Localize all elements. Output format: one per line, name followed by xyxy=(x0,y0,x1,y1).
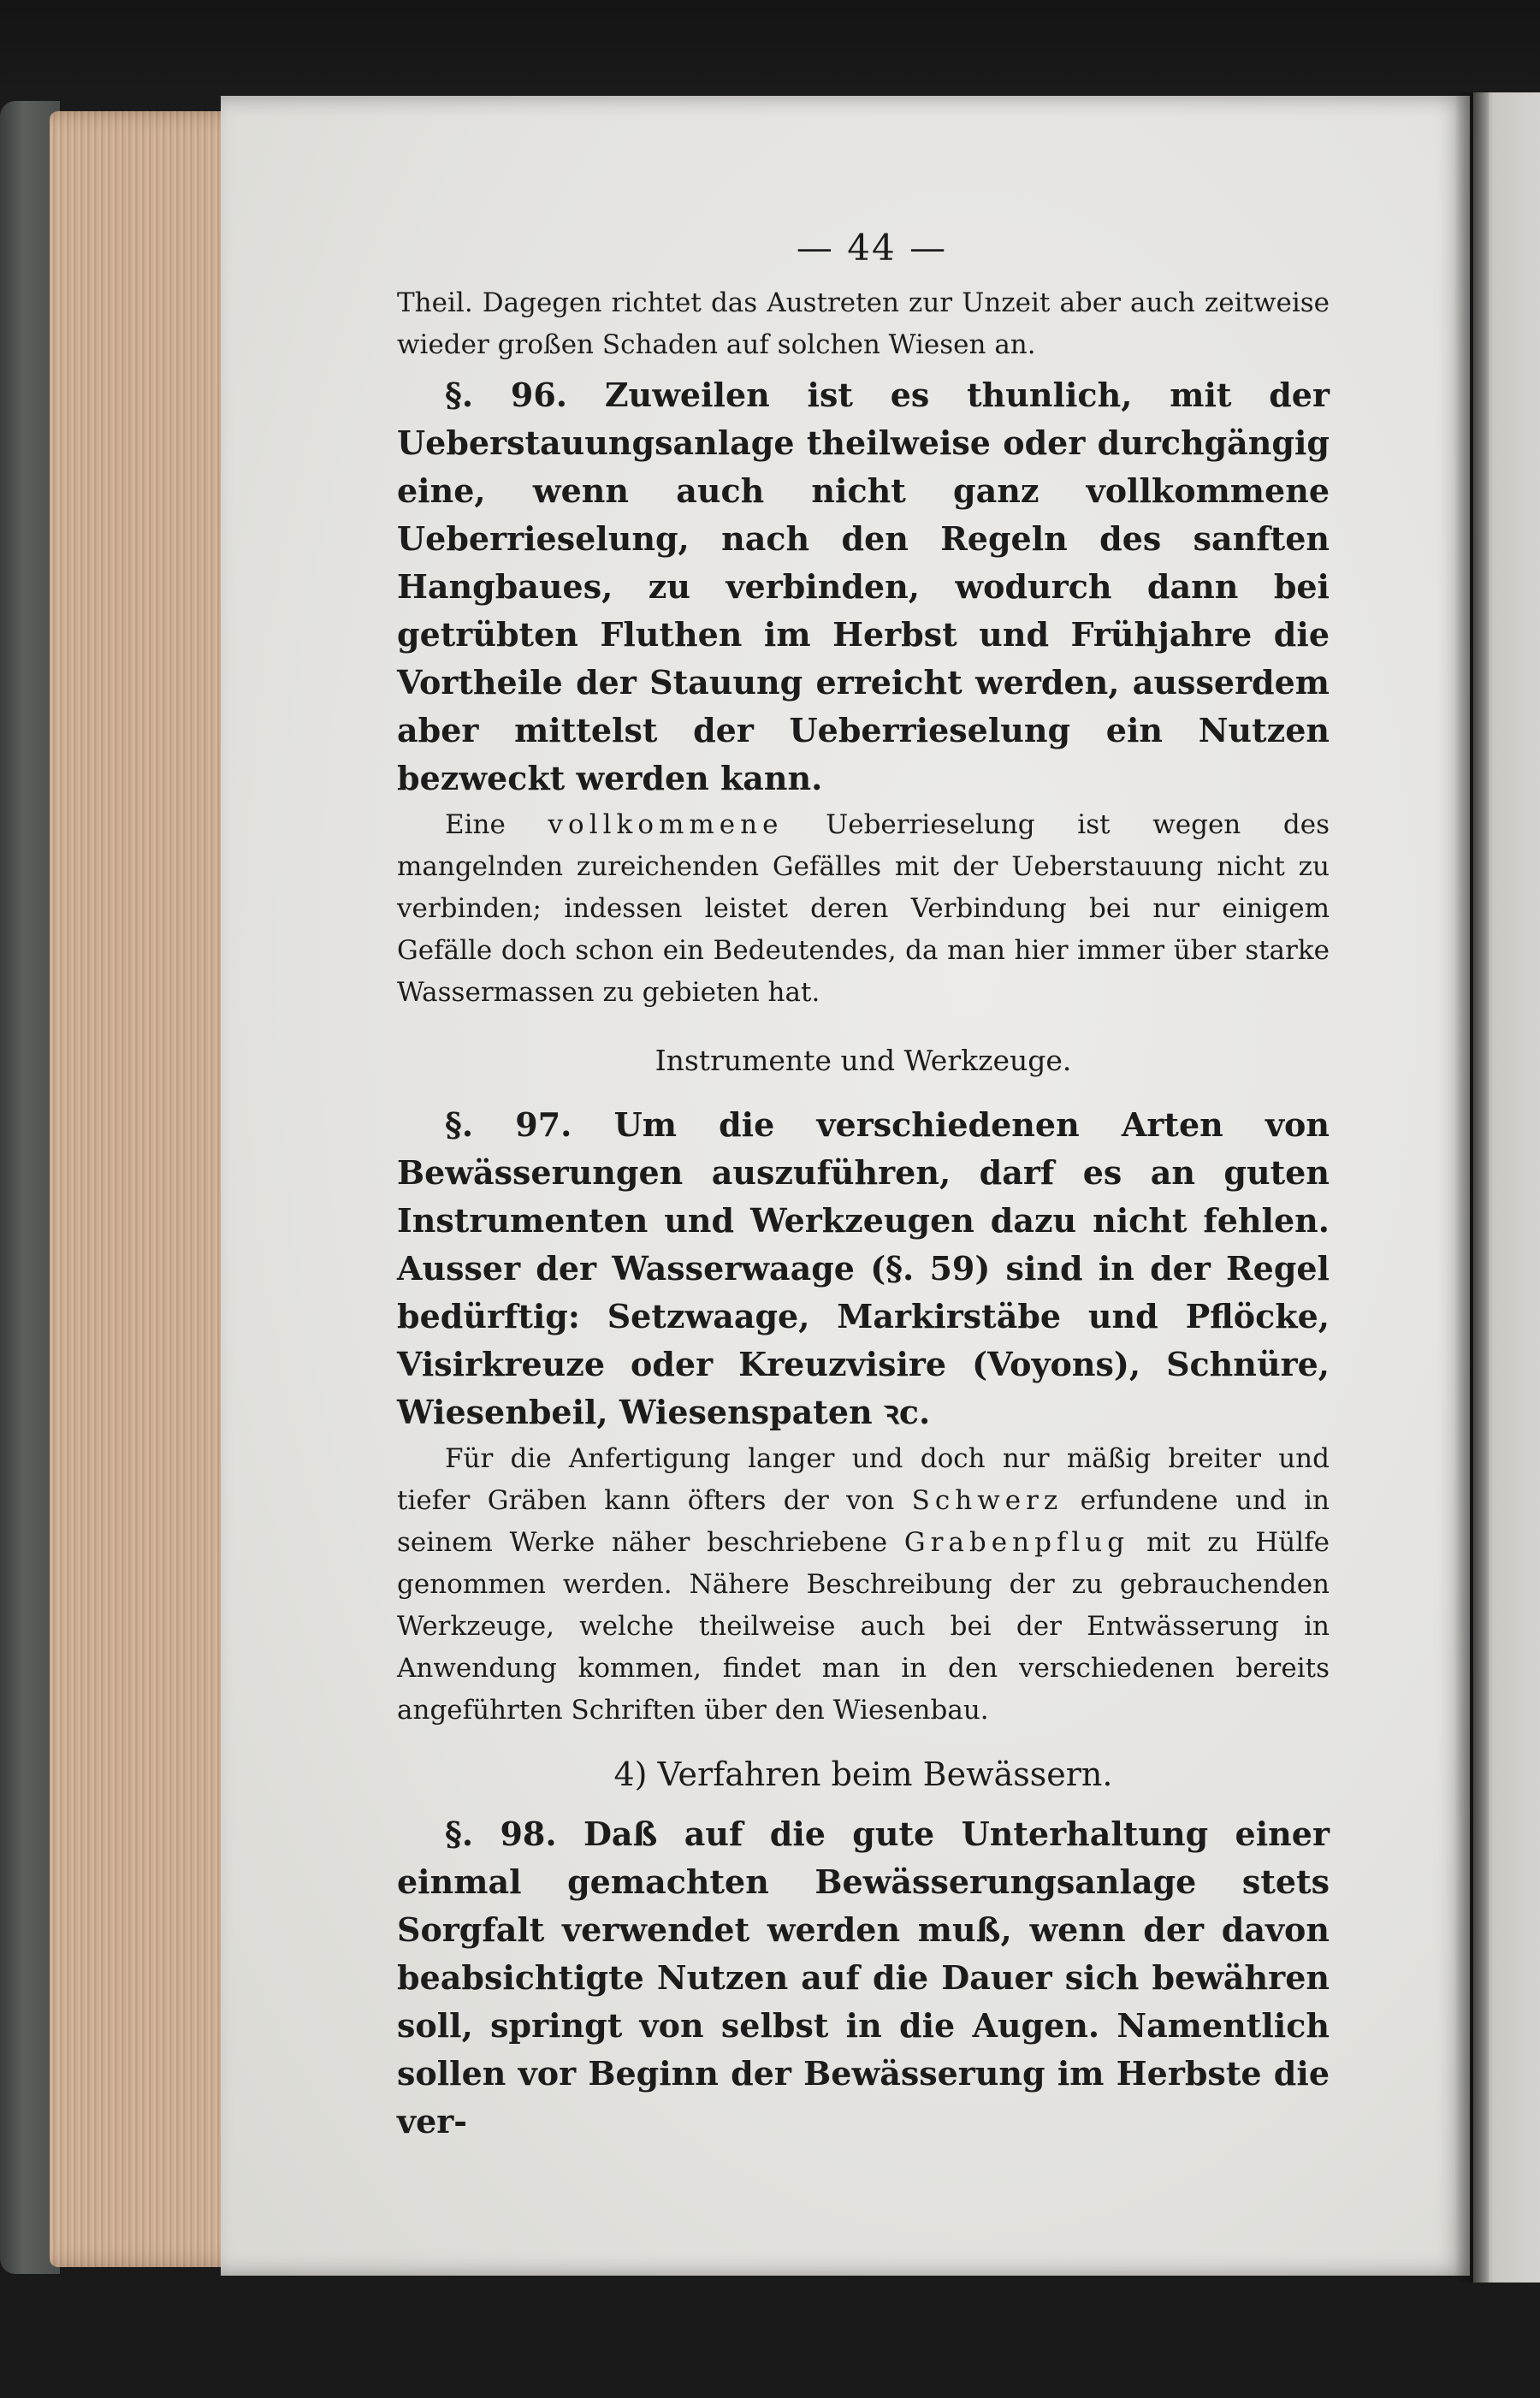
paragraph-96: §. 96. Zuweilen ist es thunlich, mit der Ueberstauungsanlage theilweise oder durchgängig eine, wenn auch nicht ganz vollkommene Ueberrieselung, nach den Regeln des sanften Hangbaues, zu verbinden, wodurch dann bei getrübten Fluthen im Herbst und Frühjahre die Vortheile der Stauung erreicht werden, ausserdem aber mittelst der Ueberrieselung ein Nutzen bezweckt werden kann. xyxy=(397,376,1330,797)
paragraph-97: §. 97. Um die verschiedenen Arten von Bewässerungen auszuführen, darf es an guten Instrumenten und Werkzeugen dazu nicht fehlen. Ausser der Wasserwaage (§. 59) sind in der Regel bedürftig: Setzwaage, Markirstäbe und Pflöcke, Visirkreuze oder Kreuzvisire (Voyons), Schnüre, Wiesenbeil, Wiesenspaten ꝛc. xyxy=(397,1105,1330,1431)
note-c: mit zu Hülfe genommen werden. Nähere Beschreibung der zu gebrauchenden Werkzeuge, welche theilweise auch bei der Entwässerung in Anwendung kommen, findet man in den verschiedenen bereits angeführten Schriften über den Wiesenbau. xyxy=(397,1527,1330,1726)
page-content xyxy=(397,214,1330,2146)
paragraph-96-note xyxy=(397,804,1330,1014)
page-number: — 44 — xyxy=(796,227,948,269)
section-heading-procedure: 4) Verfahren beim Bewässern. xyxy=(613,1756,1113,1793)
paragraph-97-note xyxy=(397,1438,1330,1732)
note-start: Eine xyxy=(445,809,506,840)
note-b: erfundene und in seinem Werke näher beschriebene xyxy=(397,1485,1330,1558)
name-schwerz: Schwerz xyxy=(911,1485,1063,1516)
section-heading-instruments: Instrumente und Werkzeuge. xyxy=(654,1044,1072,1077)
spine-shadow xyxy=(1454,92,1489,2283)
term-grabenpflug: Grabenpflug xyxy=(903,1527,1130,1558)
note-a: Für die Anfertigung langer und doch nur mäßig breiter und tiefer Gräben kann öfters der von xyxy=(397,1443,1330,1516)
emphasis-vollkommene: vollkommene xyxy=(548,809,784,840)
paragraph-continuation: Theil. Dagegen richtet das Austreten zur Unzeit aber auch zeitweise wieder großen Schaden auf solchen Wiesen an. xyxy=(397,287,1330,360)
paragraph-98: §. 98. Daß auf die gute Unterhaltung einer einmal gemachten Bewässerungsanlage stets Sorgfalt verwendet werden muß, wenn der davon beabsichtigte Nutzen auf die Dauer sich bewähren soll, springt von selbst in die Augen. Namentlich sollen vor Beginn der Bewässerung im Herbste die ver- xyxy=(397,1815,1330,2140)
note-rest: Ueberrieselung ist wegen des mangelnden zureichenden Gefälles mit der Ueberstauung nicht zu verbinden; indessen leistet deren Verbindung bei nur einigem Gefälle doch schon ein Bedeutendes, da man hier immer über starke Wassermassen zu gebieten hat. xyxy=(397,809,1330,1008)
